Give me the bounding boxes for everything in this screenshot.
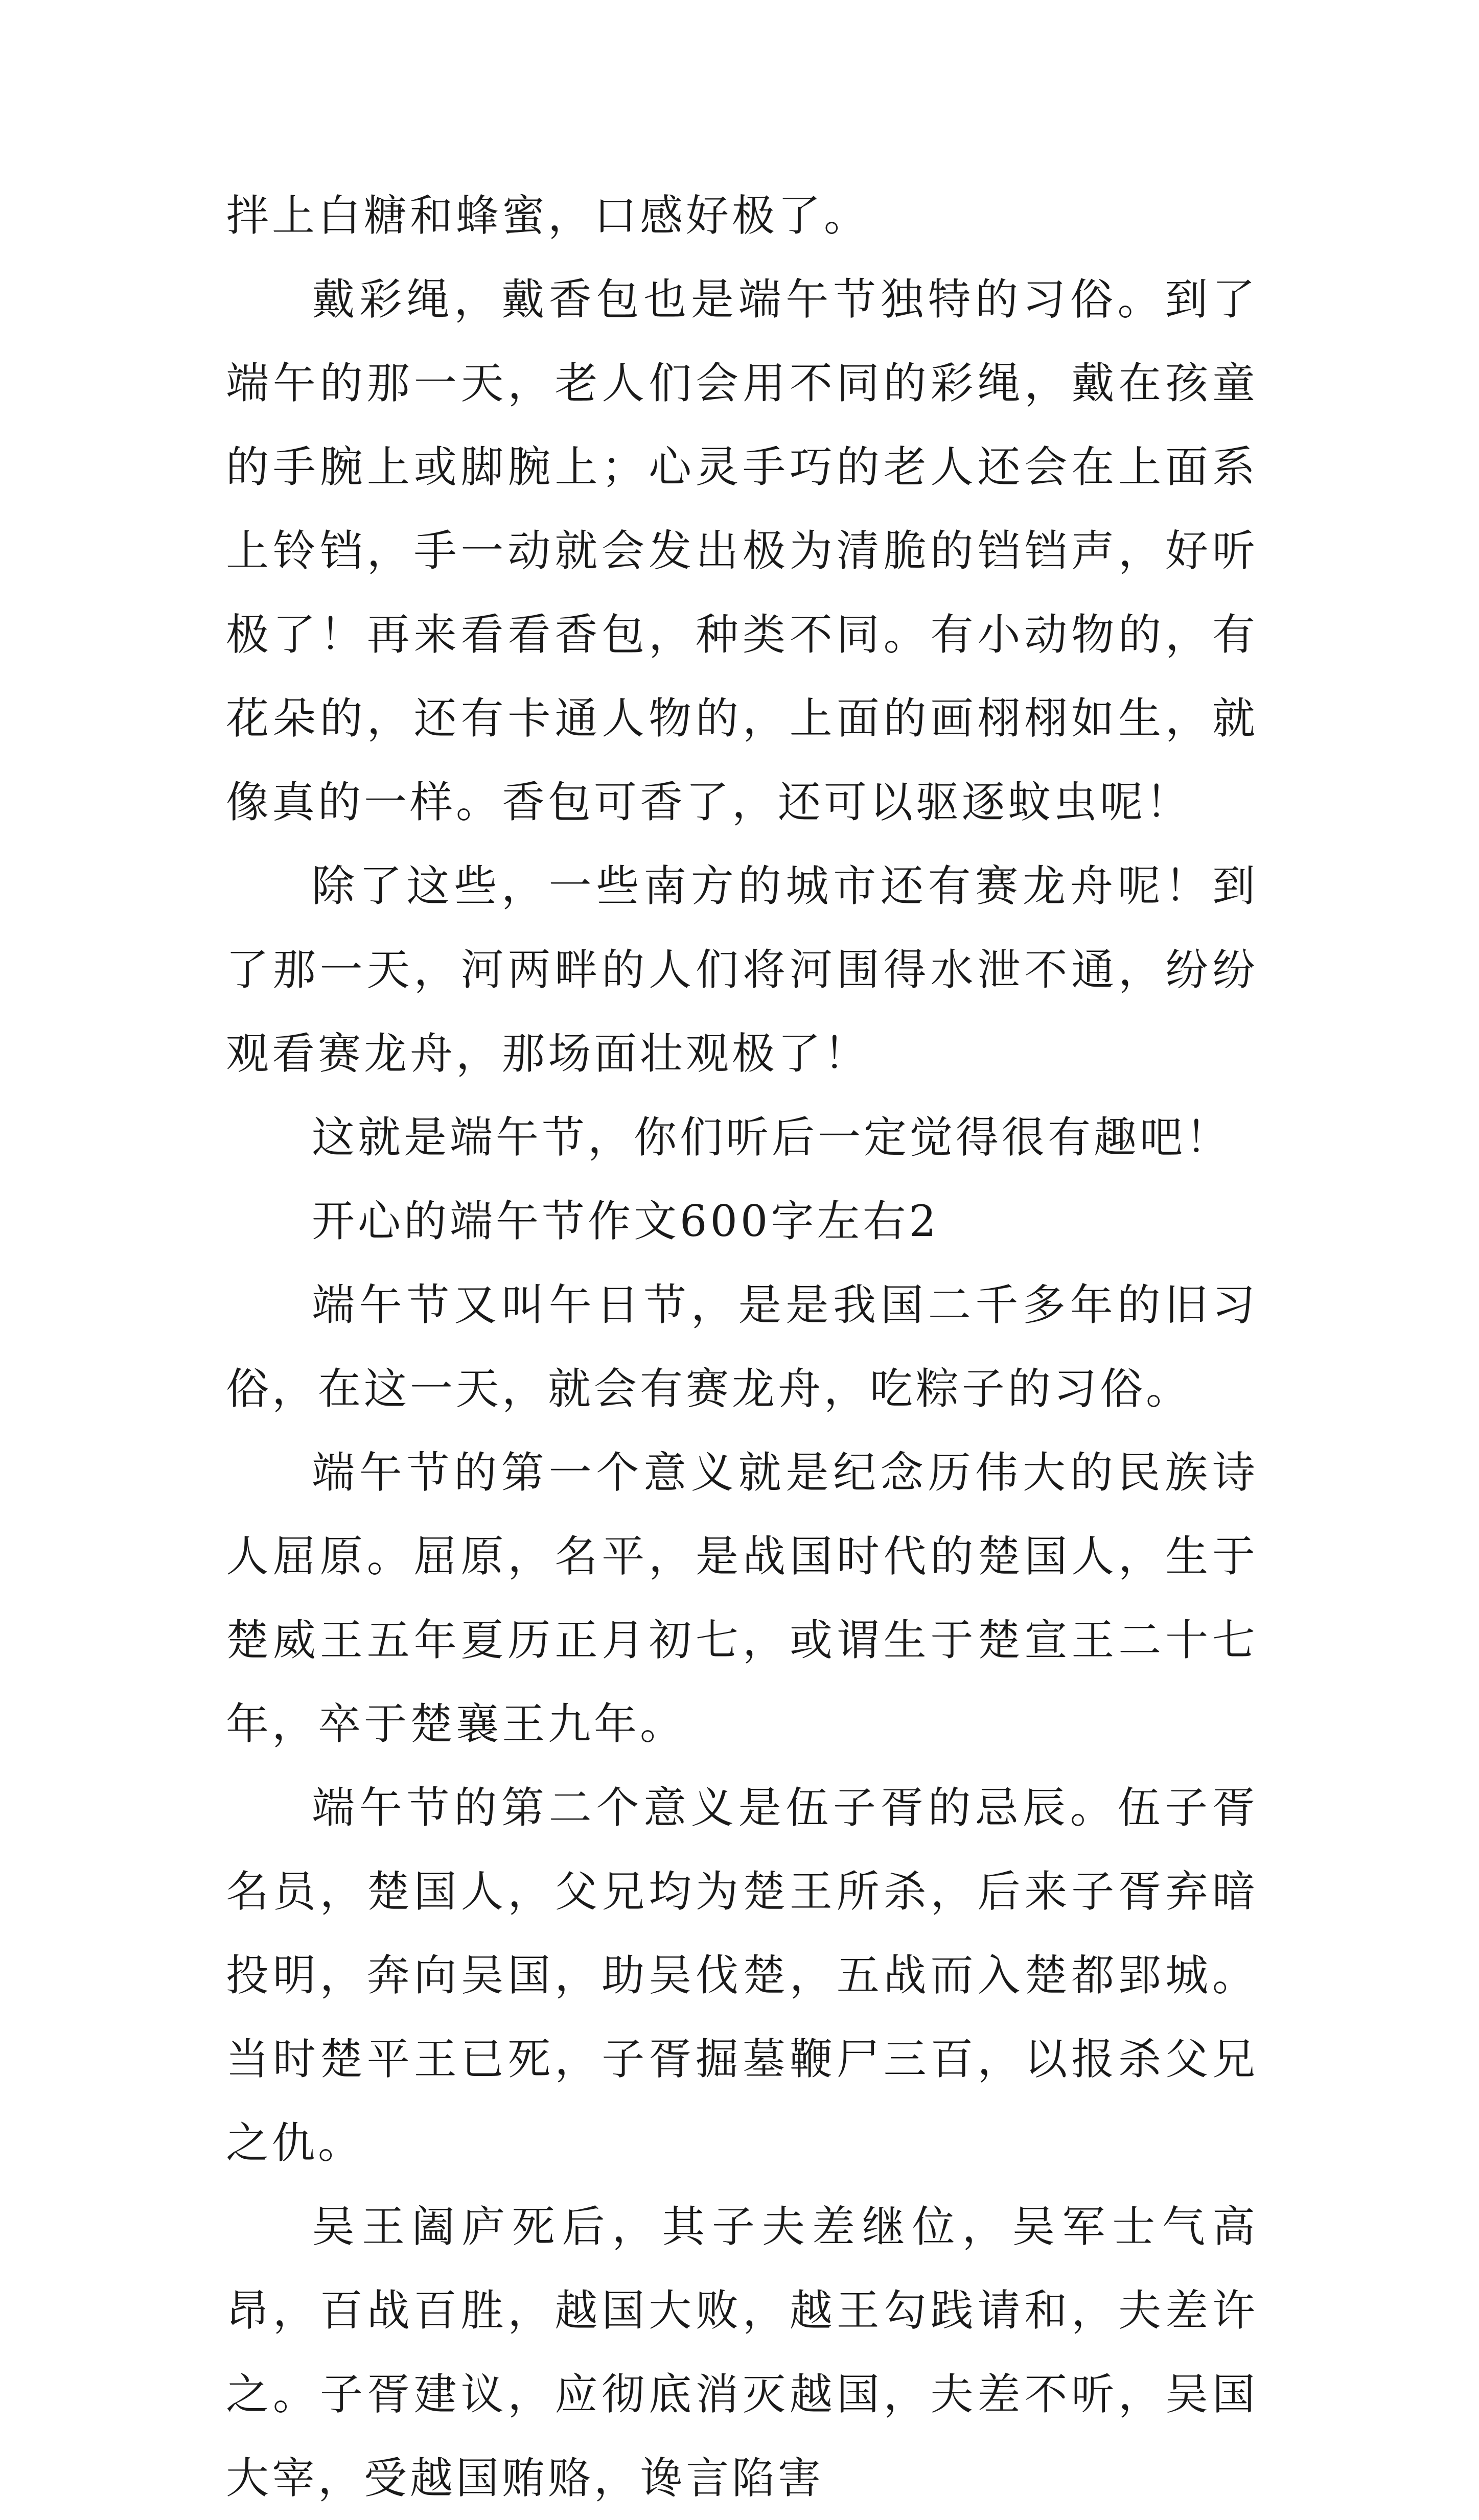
- paragraph-caisheng-xiangbao: 戴彩绳，戴香包也是端午节独特的习俗。到了端午的那一天，老人们会用不同的彩绳，戴在孩童的手腕上或脚腕上；心灵手巧的老人还会在上面系上铃铛，手一动就会发出极为清脆的铛铛声，好听极了！再来看看香包，种类不同。有小动物的，有花朵的，还有卡通人物的，上面的画栩栩如生，就像真的一样。香包可香了，还可以驱逐蚊虫呢！: [226, 274, 1258, 827]
- paragraph-wu-zixu: 端午节的第二个意义是伍子胥的忌辰。伍子胥名员，楚国人，父兄均为楚王所杀，后来子胥弃暗投明，奔向吴国，助吴伐楚，五战而入楚都郢城。当时楚平王已死，子胥掘墓鞭尸三百，以报杀父兄之仇。: [226, 1783, 1258, 2168]
- paragraph-fuchai: 吴王阖庐死后，其子夫差继位，吴军士气高昂，百战百胜，越国大败，越王勾践请和，夫差许之。子胥建议，应彻底消灭越国，夫差不听，吴国大宰，受越国贿赂，谗言陷害: [226, 2202, 1258, 2503]
- essay-body: [226, 174, 1258, 2520]
- paragraph-continuation: 拌上白糖和蜂蜜，口感好极了。: [226, 191, 870, 241]
- paragraph-intro-2: 端午节又叫午日节，是是我国二千多年的旧习俗，在这一天，就会有赛龙舟，吃粽子的习俗。: [226, 1280, 1258, 1414]
- essay-title-2: 开心的端午节作文600字左右2: [312, 1196, 939, 1246]
- paragraph-conclusion: 这就是端午节，你们听后一定觉得很有趣吧！: [312, 1112, 1232, 1162]
- paragraph-qu-yuan: 端午节的第一个意义就是纪念历伟大的民族诗人屈原。屈原，名平，是战国时代的楚国人，生于楚威王五年夏历正月初七，或谓生于楚宣王二十七年，卒于楚襄王九年。: [226, 1448, 1258, 1749]
- paragraph-dragon-boat: 除了这些，一些南方的城市还有赛龙舟呢！到了那一天，河两畔的人们将河围得水泄不通，纷纷观看赛龙舟，那场面壮观极了！: [226, 861, 1258, 1079]
